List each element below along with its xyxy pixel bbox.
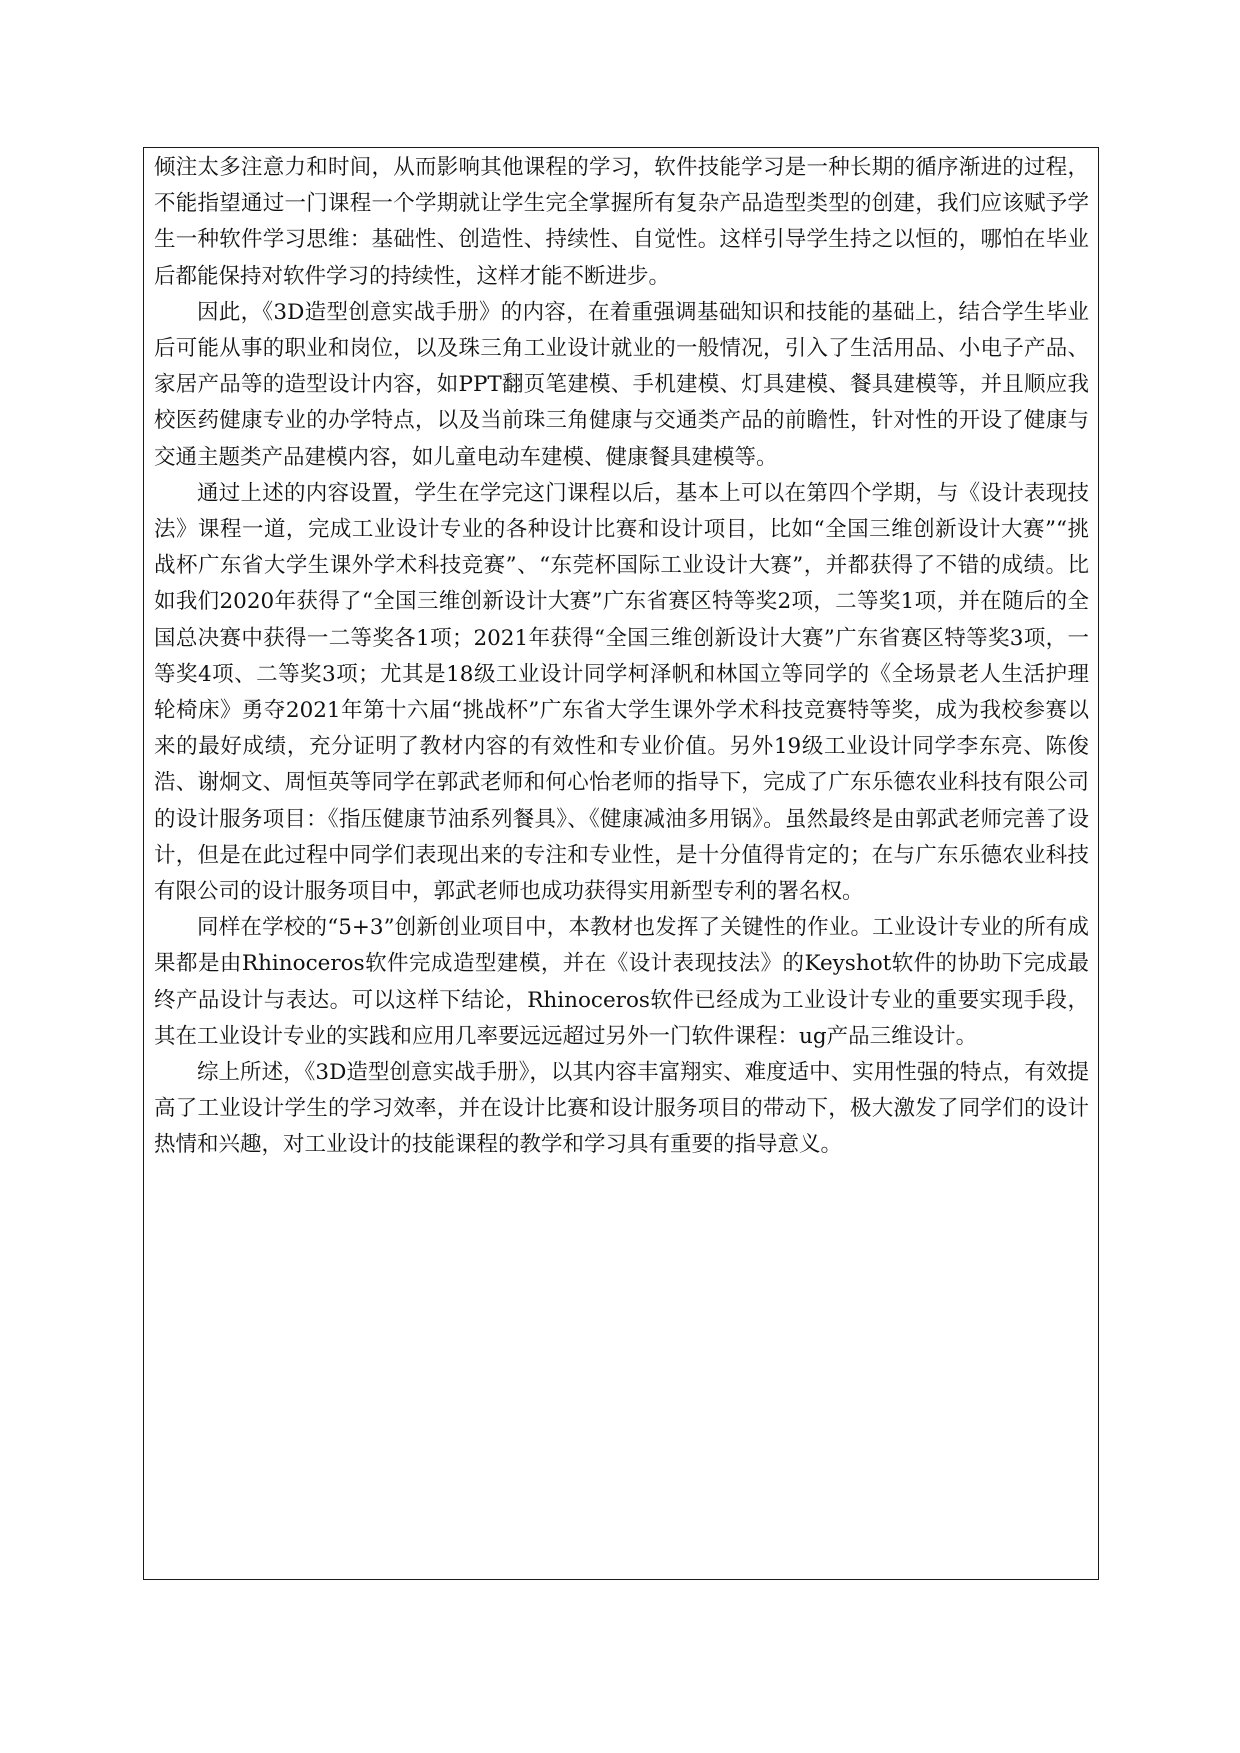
paragraph-innovation-projects: 同样在学校的“5+3”创新创业项目中，本教材也发挥了关键性的作业。工业设计专业的所有成果都是由Rhinoceros软件完成造型建模，并在《设计表现技法》的Keyshot软件的协助下完成最终产品设计与表达。可以这样下结论，Rhinoceros软件已经成为工业设计专业的重要实现手段，其在工业设计专业的实践和应用几率要远远超过另外一门软件课程：ug产品三维设计。 [154, 915, 1089, 1049]
document-body [154, 150, 1089, 1164]
paragraph-competition-results: 通过上述的内容设置，学生在学完这门课程以后，基本上可以在第四个学期，与《设计表现技法》课程一道，完成工业设计专业的各种设计比赛和设计项目，比如“全国三维创新设计大赛”“挑战杯广东省大学生课外学术科技竞赛”、“东莞杯国际工业设计大赛”，并都获得了不错的成绩。比如我们2020年获得了“全国三维创新设计大赛”广东省赛区特等奖2项，二等奖1项，并在随后的全国总决赛中获得一二等奖各1项；2021年获得“全国三维创新设计大赛”广东省赛区特等奖3项，一等奖4项、二等奖3项；尤其是18级工业设计同学柯泽帆和林国立等同学的《全场景老人生活护理轮椅床》勇夺2021年第十六届“挑战杯”广东省大学生课外学术科技竞赛特等奖，成为我校参赛以来的最好成绩，充分证明了教材内容的有效性和专业价值。另外19级工业设计同学李东亮、陈俊浩、谢炯文、周恒英等同学在郭武老师和何心怡老师的指导下，完成了广东乐德农业科技有限公司的设计服务项目：《指压健康节油系列餐具》、《健康减油多用锅》。虽然最终是由郭武老师完善了设计，但是在此过程中同学们表现出来的专注和专业性，是十分值得肯定的；在与广东乐德农业科技有限公司的设计服务项目中，郭武老师也成功获得实用新型专利的署名权。 [154, 480, 1089, 905]
document-frame [143, 147, 1099, 1580]
paragraph-content-overview: 因此，《3D造型创意实战手册》的内容，在着重强调基础知识和技能的基础上，结合学生毕业后可能从事的职业和岗位，以及珠三角工业设计就业的一般情况，引入了生活用品、小电子产品、家居产品等的造型设计内容，如PPT翻页笔建模、手机建模、灯具建模、餐具建模等，并且顺应我校医药健康专业的办学特点，以及当前珠三角健康与交通类产品的前瞻性，针对性的开设了健康与交通主题类产品建模内容，如儿童电动车建模、健康餐具建模等。 [154, 299, 1089, 470]
paragraph-conclusion: 综上所述，《3D造型创意实战手册》，以其内容丰富翔实、难度适中、实用性强的特点，有效提高了工业设计学生的学习效率，并在设计比赛和设计服务项目的带动下，极大激发了同学们的设计热情和兴趣，对工业设计的技能课程的教学和学习具有重要的指导意义。 [154, 1060, 1089, 1158]
paragraph-continuation: 倾注太多注意力和时间，从而影响其他课程的学习，软件技能学习是一种长期的循序渐进的过程，不能指望通过一门课程一个学期就让学生完全掌握所有复杂产品造型类型的创建，我们应该赋予学生一种软件学习思维：基础性、创造性、持续性、自觉性。这样引导学生持之以恒的，哪怕在毕业后都能保持对软件学习的持续性，这样才能不断进步。 [154, 155, 1089, 289]
